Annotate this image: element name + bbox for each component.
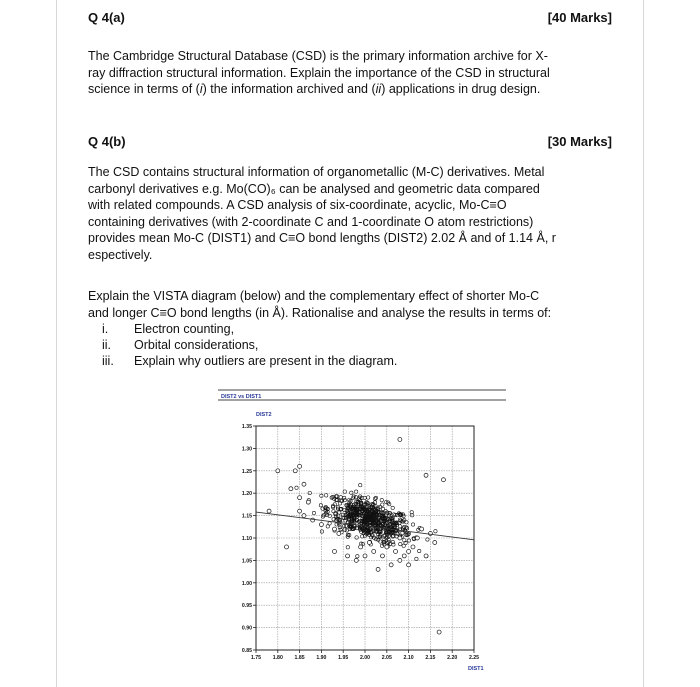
data-point	[345, 529, 348, 532]
data-point	[363, 554, 367, 558]
list-item: i. Electron counting,	[102, 322, 235, 336]
data-point	[354, 558, 358, 562]
data-point	[350, 491, 353, 494]
data-point	[402, 554, 406, 558]
data-point	[267, 509, 271, 513]
data-point	[293, 469, 297, 473]
data-point	[407, 563, 411, 567]
y-tick-label: 1.15	[241, 513, 252, 520]
data-point	[415, 536, 419, 540]
data-point	[411, 523, 414, 526]
data-point	[298, 464, 302, 468]
data-point	[434, 530, 437, 533]
data-point	[367, 540, 371, 544]
data-point	[402, 544, 405, 547]
question-4a-line: The Cambridge Structural Database (CSD) is the primary information archive for X-	[88, 49, 548, 63]
data-point	[389, 563, 393, 567]
y-tick-label: 1.20	[241, 491, 252, 498]
question-4a-header	[88, 10, 612, 25]
data-point	[337, 532, 341, 536]
data-point	[355, 536, 358, 539]
data-point	[359, 545, 363, 549]
data-point	[372, 549, 376, 553]
data-point	[343, 490, 346, 493]
data-point	[356, 555, 359, 558]
data-point	[319, 523, 323, 527]
data-point	[398, 558, 402, 562]
data-point	[428, 532, 432, 536]
data-point	[398, 518, 401, 521]
data-point	[306, 500, 310, 504]
list-item: iii. Explain why outliers are present in the diagram.	[102, 354, 398, 368]
paragraph-line: espectively.	[88, 247, 153, 262]
data-point	[332, 510, 335, 513]
data-point	[394, 549, 398, 553]
question-4b-label: Q 4(b)	[88, 134, 126, 149]
data-point	[338, 511, 341, 514]
data-point	[424, 554, 428, 558]
data-point	[343, 528, 346, 531]
paragraph-line: Explain the VISTA diagram (below) and the complementary effect of shorter Mo-C	[88, 289, 540, 303]
data-point	[373, 497, 376, 500]
question-4a-label: Q 4(a)	[88, 10, 125, 25]
data-point	[319, 504, 322, 507]
data-point	[339, 496, 342, 499]
question-4a-line: science in terms of (i) the information archived and (ii) applications in drug design.	[88, 82, 541, 96]
y-tick-label: 1.25	[241, 468, 252, 475]
paragraph-line: with related compounds. A CSD analysis of six-coordinate, acyclic, Mo-C≡O	[88, 198, 507, 212]
data-point	[324, 494, 327, 497]
x-tick-label: 1.95	[338, 655, 349, 661]
data-point	[326, 525, 329, 528]
y-tick-label: 1.30	[241, 446, 252, 453]
data-point	[298, 509, 302, 513]
data-point	[359, 483, 362, 486]
data-point	[392, 543, 395, 546]
y-tick-label: 1.05	[241, 558, 252, 565]
question-4a-text	[88, 48, 618, 98]
y-tick-label: 1.10	[241, 536, 252, 542]
x-tick-label: 1.80	[272, 655, 283, 661]
data-point	[398, 525, 401, 528]
question-4a-marks: [40 Marks]	[547, 10, 612, 25]
data-point	[399, 542, 402, 545]
y-tick-label: 0.90	[241, 625, 252, 632]
data-point	[332, 527, 336, 531]
question-4b-list	[102, 321, 397, 369]
data-point	[302, 482, 306, 486]
x-tick-label: 1.85	[294, 655, 305, 661]
question-4b-paragraph-2	[88, 288, 618, 321]
y-tick-label: 0.95	[241, 603, 252, 610]
y-tick-label: 1.35	[241, 424, 252, 430]
data-point	[415, 557, 418, 560]
data-point	[376, 567, 380, 571]
data-point	[285, 545, 289, 549]
x-axis-label: DIST1	[468, 666, 484, 672]
data-point	[295, 486, 298, 489]
question-4b-paragraph-1	[88, 164, 618, 263]
x-tick-label: 2.10	[403, 655, 414, 661]
data-point	[346, 546, 349, 549]
data-point	[398, 437, 402, 441]
data-point	[380, 554, 384, 558]
data-point	[411, 545, 415, 549]
vista-scatter-plot	[218, 388, 506, 680]
data-point	[426, 538, 429, 541]
data-point	[385, 545, 389, 549]
paragraph-line: and longer C≡O bond lengths (in Å). Rationalise and analyse the results in terms of:	[88, 305, 552, 320]
question-4b-header	[88, 134, 612, 149]
data-point	[417, 549, 420, 552]
x-tick-label: 1.90	[316, 655, 327, 661]
data-point	[420, 527, 424, 531]
y-axis-label: DIST2	[256, 412, 272, 418]
x-tick-label: 2.15	[425, 655, 436, 661]
data-point	[346, 554, 350, 558]
data-point	[276, 469, 280, 473]
x-tick-label: 2.25	[468, 655, 480, 661]
data-point	[398, 536, 402, 540]
data-point	[332, 549, 336, 553]
x-tick-label: 1.75	[250, 655, 262, 661]
paragraph-line: containing derivatives (with 2-coordinate C and 1-coordinate O atom restrictions)	[88, 214, 534, 229]
y-tick-label: 0.85	[241, 648, 252, 654]
x-tick-label: 2.05	[381, 655, 392, 661]
data-point	[298, 496, 302, 500]
x-tick-label: 2.20	[447, 655, 458, 661]
data-point	[342, 496, 345, 499]
chart-title: DIST2 vs DIST1	[221, 394, 262, 400]
data-point	[437, 630, 441, 634]
data-point	[441, 478, 445, 482]
question-4b-marks: [30 Marks]	[547, 134, 612, 149]
data-point	[374, 496, 377, 499]
data-point	[424, 473, 428, 477]
question-4a-line: ray diffraction structural information. Explain the importance of the CSD in structural	[88, 65, 550, 80]
vista-diagram	[218, 388, 506, 680]
data-point	[354, 490, 357, 493]
x-tick-label: 2.00	[359, 655, 371, 661]
data-point	[433, 540, 437, 544]
data-point	[366, 496, 369, 499]
data-point	[407, 549, 411, 553]
paragraph-line: The CSD contains structural information of organometallic (M-C) derivatives. Metal	[88, 165, 545, 179]
data-point	[320, 530, 323, 533]
data-point	[391, 540, 394, 543]
list-item: ii. Orbital considerations,	[102, 338, 259, 352]
data-point	[380, 498, 383, 501]
data-point	[302, 514, 306, 518]
data-point	[289, 487, 293, 491]
data-point	[312, 511, 315, 514]
data-point	[391, 506, 394, 509]
paragraph-line: carbonyl derivatives e.g. Mo(CO)₆ can be analysed and geometric data compared	[88, 181, 540, 196]
paragraph-line: provides mean Mo-C (DIST1) and C≡O bond lengths (DIST2) 2.02 Å and of 1.14 Å, r	[88, 231, 556, 245]
y-tick-label: 1.00	[241, 580, 252, 587]
